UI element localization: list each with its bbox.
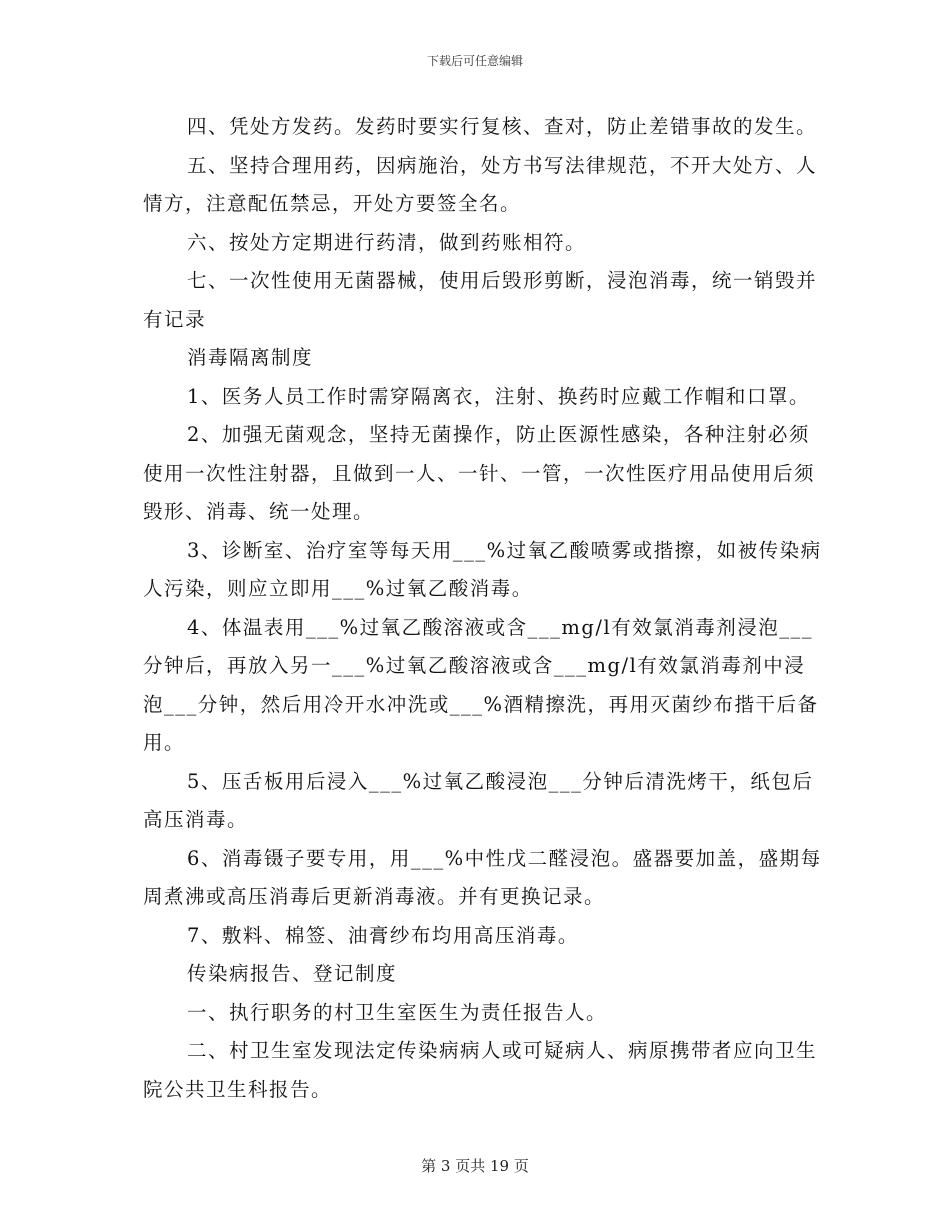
section-heading-disinfection-isolation: 消毒隔离制度	[187, 346, 314, 369]
paragraph-dressing-sterilization: 7、敷料、棉签、油膏纱布均用高压消毒。	[187, 923, 579, 947]
paragraph-thermometer-disinfection: 4、体温表用___%过氧乙酸溶液或含___mg/l有效氯消毒剂浸泡___分钟后，再放入另一___%过氧乙酸溶液或含___mg/l有效氯消毒剂中浸泡___分钟，然后用冷开水冲洗或___%酒精擦洗，再用灭菌纱布揩干后备用。	[143, 615, 819, 754]
paragraph-dispense-by-prescription: 四、凭处方发药。发药时要实行复核、查对，防止差错事故的发生。	[187, 115, 818, 138]
paragraph-drug-inventory: 六、按处方定期进行药清，做到药账相符。	[187, 230, 587, 254]
document-body	[143, 108, 823, 1109]
paragraph-rational-drug-use: 五、坚持合理用药，因病施治，处方书写法律规范，不开大处方、人情方，注意配伍禁忌，开处方要签全名。	[143, 153, 818, 215]
page-header: 下载后可任意编辑	[426, 54, 523, 68]
page-number: 第 3 页共 19 页	[421, 1157, 529, 1175]
paragraph-responsible-reporter: 一、执行职务的村卫生室医生为责任报告人。	[187, 1000, 608, 1024]
paragraph-report-to-health-center: 二、村卫生室发现法定传染病病人或可疑病人、病原携带者应向卫生院公共卫生科报告。	[143, 1039, 818, 1101]
section-heading-infectious-disease-report: 传染病报告、登记制度	[187, 962, 398, 985]
paragraph-disposable-instruments: 七、一次性使用无菌器械，使用后毁形剪断，浸泡消毒，统一销毁并有记录	[143, 269, 818, 331]
paragraph-aseptic-concept: 2、加强无菌观念，坚持无菌操作，防止医源性感染，各种注射必须使用一次性注射器，且做到一人、一针、一管，一次性医疗用品使用后须毁形、消毒、统一处理。	[143, 423, 816, 523]
paragraph-room-disinfection: 3、诊断室、治疗室等每天用___%过氧乙酸喷雾或揩擦，如被传染病人污染，则应立即用___%过氧乙酸消毒。	[143, 538, 822, 600]
paragraph-tongue-depressor: 5、压舌板用后浸入___%过氧乙酸浸泡___分钟后清洗烤干，纸包后高压消毒。	[143, 769, 814, 831]
paragraph-forceps-disinfection: 6、消毒镊子要专用，用___%中性戊二醛浸泡。盛器要加盖，盛期每周煮沸或高压消毒后更新消毒液。并有更换记录。	[143, 846, 822, 908]
paragraph-isolation-gown: 1、医务人员工作时需穿隔离衣，注射、换药时应戴工作帽和口罩。	[187, 384, 810, 408]
